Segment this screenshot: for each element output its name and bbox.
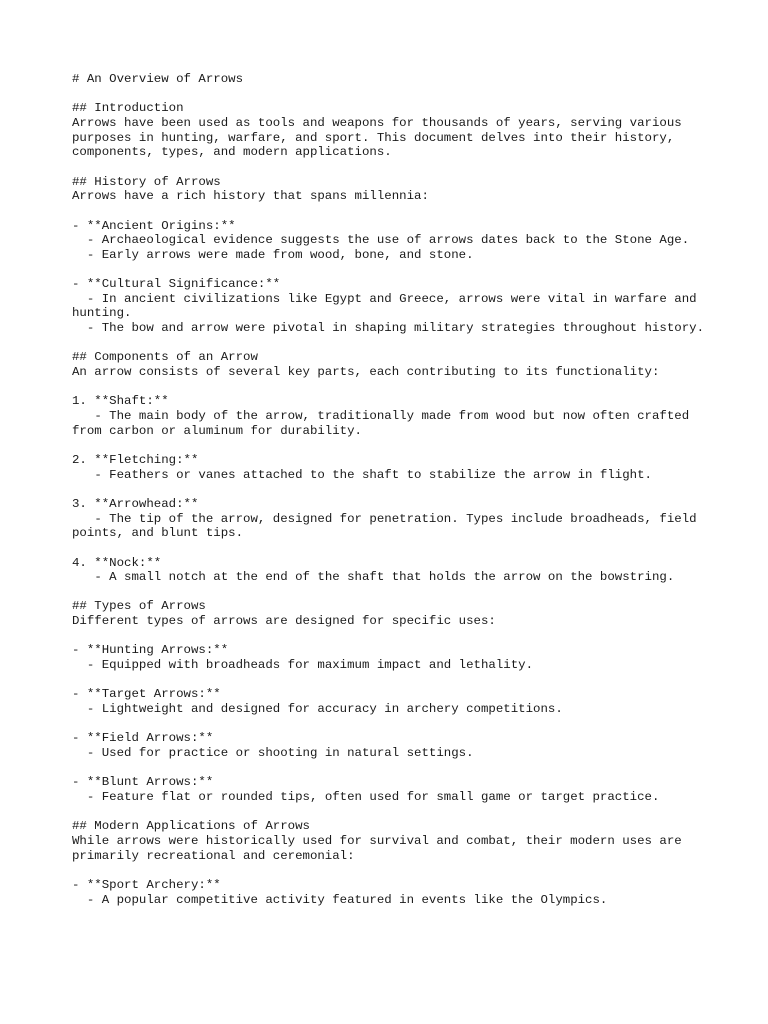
introduction-paragraph: Arrows have been used as tools and weapons for thousands of years, serving various purposes in hunting, warfare, and sport. This document delves into their history, components, types, and modern applications. xyxy=(72,115,690,160)
document-title: # An Overview of Arrows xyxy=(72,72,244,86)
list-item-cultural-significance: - **Cultural Significance:** xyxy=(72,277,281,292)
list-item-ancient-origins: - **Ancient Origins:** xyxy=(72,218,236,233)
list-subitem: - Archaeological evidence suggests the use of arrows dates back to the Stone Age. xyxy=(72,233,690,248)
document-page xyxy=(72,72,712,907)
section-heading-history: ## History of Arrows xyxy=(72,174,221,189)
types-intro-text: Different types of arrows are designed for specific uses: xyxy=(72,614,496,629)
section-heading-components: ## Components of an Arrow xyxy=(72,350,258,365)
list-subitem: - The bow and arrow were pivotal in shaping military strategies throughout history. xyxy=(72,321,705,336)
blank-line xyxy=(72,717,712,732)
blank-line xyxy=(72,541,712,556)
section-heading-introduction: ## Introduction xyxy=(72,101,184,116)
blank-line xyxy=(72,438,712,453)
section-heading-modern-applications: ## Modern Applications of Arrows xyxy=(72,819,310,834)
list-subitem: - Lightweight and designed for accuracy in archery competitions. xyxy=(72,702,563,717)
blank-line xyxy=(72,380,712,395)
list-item-target-arrows: - **Target Arrows:** xyxy=(72,687,221,702)
list-subitem: - A popular competitive activity featured in events like the Olympics. xyxy=(72,892,608,907)
list-subitem: - A small notch at the end of the shaft that holds the arrow on the bowstring. xyxy=(72,570,675,585)
blank-line xyxy=(72,585,712,600)
blank-line xyxy=(72,863,712,878)
list-subitem: - The main body of the arrow, traditionally made from wood but now often crafted from carbon or aluminum for durability. xyxy=(72,409,697,438)
blank-line xyxy=(72,160,712,175)
numbered-item-arrowhead: 3. **Arrowhead:** xyxy=(72,496,199,511)
numbered-item-nock: 4. **Nock:** xyxy=(72,555,162,570)
modern-applications-intro-text: While arrows were historically used for survival and combat, their modern uses are primarily recreational and ceremonial: xyxy=(72,833,690,863)
blank-line xyxy=(72,482,712,497)
list-subitem: - Equipped with broadheads for maximum impact and lethality. xyxy=(72,658,534,673)
blank-line xyxy=(72,204,712,219)
section-heading-types: ## Types of Arrows xyxy=(72,599,206,614)
list-item-sport-archery: - **Sport Archery:** xyxy=(72,877,221,892)
blank-line xyxy=(72,673,712,688)
numbered-item-shaft: 1. **Shaft:** xyxy=(72,394,169,409)
list-subitem: - In ancient civilizations like Egypt and Greece, arrows were vital in warfare and hunting. xyxy=(72,291,705,321)
list-subitem: - Used for practice or shooting in natural settings. xyxy=(72,745,474,760)
list-subitem: - The tip of the arrow, designed for penetration. Types include broadheads, field points, and blunt tips. xyxy=(72,511,705,541)
list-subitem: - Feature flat or rounded tips, often used for small game or target practice. xyxy=(72,789,660,804)
blank-line xyxy=(72,805,712,820)
list-subitem: - Early arrows were made from wood, bone, and stone. xyxy=(72,247,474,262)
components-intro-text: An arrow consists of several key parts, each contributing to its functionality: xyxy=(72,365,660,380)
blank-line xyxy=(72,761,712,776)
numbered-item-fletching: 2. **Fletching:** xyxy=(72,452,199,467)
list-item-field-arrows: - **Field Arrows:** xyxy=(72,731,214,746)
list-subitem: - Feathers or vanes attached to the shaft to stabilize the arrow in flight. xyxy=(72,467,652,482)
list-item-hunting-arrows: - **Hunting Arrows:** xyxy=(72,643,229,658)
blank-line xyxy=(72,629,712,644)
blank-line xyxy=(72,262,712,277)
history-intro-text: Arrows have a rich history that spans millennia: xyxy=(72,189,429,204)
blank-line xyxy=(72,87,712,102)
list-item-blunt-arrows: - **Blunt Arrows:** xyxy=(72,775,214,790)
blank-line xyxy=(72,336,712,351)
